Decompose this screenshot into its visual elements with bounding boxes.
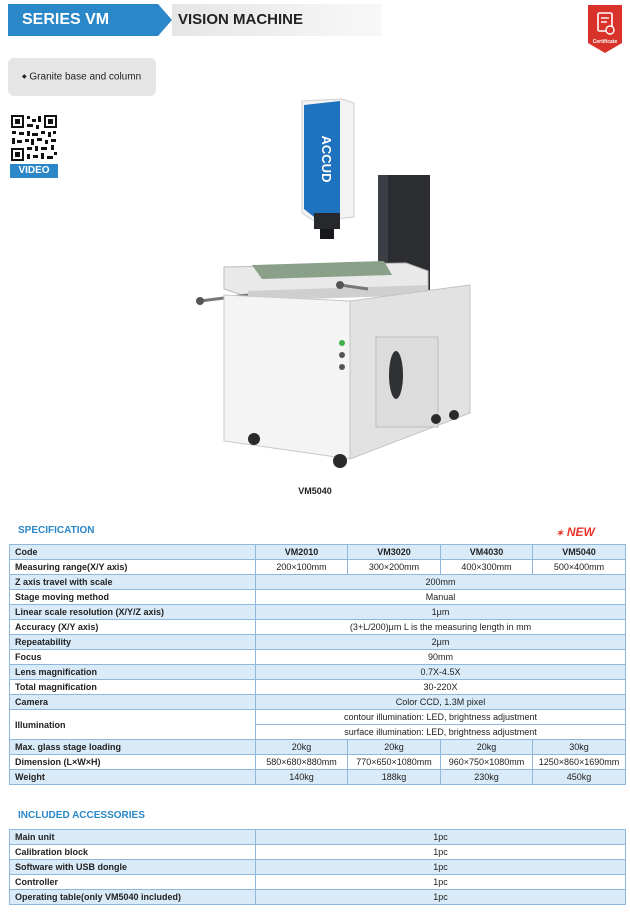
cell: 450kg [533,770,626,785]
table-row [10,665,626,680]
row-label: Accuracy (X/Y axis) [10,620,256,635]
row-label: Lens magnification [10,665,256,680]
cell: 1pc [256,830,626,845]
row-label: Main unit [10,830,256,845]
row-label: Operating table(only VM5040 included) [10,890,256,905]
cell: 960×750×1080mm [441,755,533,770]
machine-caption: VM5040 [298,486,332,496]
cell: 1250×860×1690mm [533,755,626,770]
header-cell: VM2010 [256,545,348,560]
cell: 770×650×1080mm [348,755,441,770]
accessories-title: INCLUDED ACCESSORIES [18,810,145,821]
table-row [10,650,626,665]
table-row [10,875,626,890]
row-label: Software with USB dongle [10,860,256,875]
cell: 500×400mm [533,560,626,575]
table-row [10,890,626,905]
table-row [10,680,626,695]
accessories-table [9,829,626,905]
row-label: Camera [10,695,256,710]
cell: 1pc [256,890,626,905]
row-label: Calibration block [10,845,256,860]
table-row [10,860,626,875]
header-cell: VM5040 [533,545,626,560]
row-label: Repeatability [10,635,256,650]
cell: 188kg [348,770,441,785]
cell: 90mm [256,650,626,665]
cell: 20kg [256,740,348,755]
table-row [10,575,626,590]
row-label: Controller [10,875,256,890]
cell: Manual [256,590,626,605]
table-row [10,620,626,635]
page-title: VISION MACHINE [172,4,382,36]
feature-text: Granite base and column [29,71,142,83]
header-cell: Code [10,545,256,560]
specification-title: SPECIFICATION [18,525,95,536]
new-label: NEW [566,525,595,539]
cell: 580×680×880mm [256,755,348,770]
cell: 300×200mm [348,560,441,575]
bullet-icon: ◆ [22,74,27,80]
table-row [10,560,626,575]
feature-item [8,58,156,96]
certificate-badge [586,5,624,53]
row-label: Max. glass stage loading [10,740,256,755]
cell: 2μm [256,635,626,650]
cell: 1pc [256,845,626,860]
cell: 230kg [441,770,533,785]
cell: 1pc [256,875,626,890]
star-icon: ✶ [556,528,564,538]
row-label: Z axis travel with scale [10,575,256,590]
certificate-icon [586,5,624,53]
series-banner: SERIES VM [8,4,158,36]
cell: 30kg [533,740,626,755]
vm5040-machine-image [190,95,480,475]
row-label: Weight [10,770,256,785]
certificate-label: Certificate [592,39,618,45]
cell: 30-220X [256,680,626,695]
header-cell: VM4030 [441,545,533,560]
machine-brand-text: ACCUD [319,135,334,183]
table-header-row [10,545,626,560]
qr-code[interactable] [10,114,58,162]
table-row [10,740,626,755]
table-row [10,590,626,605]
new-badge [556,525,595,539]
table-row [10,605,626,620]
table-row [10,845,626,860]
row-label: Focus [10,650,256,665]
cell: Color CCD, 1.3M pixel [256,695,626,710]
header-cell: VM3020 [348,545,441,560]
table-row [10,770,626,785]
cell: contour illumination: LED, brightness adjustment [256,710,626,725]
specification-table [9,544,626,785]
table-row [10,755,626,770]
row-label: Stage moving method [10,590,256,605]
row-label: Measuring range(X/Y axis) [10,560,256,575]
video-label[interactable]: VIDEO [10,164,58,178]
cell: 200×100mm [256,560,348,575]
table-row [10,635,626,650]
table-row [10,830,626,845]
cell: surface illumination: LED, brightness adjustment [256,725,626,740]
cell: 1μm [256,605,626,620]
row-label: Dimension (L×W×H) [10,755,256,770]
row-label: Illumination [10,710,256,740]
cell: 1pc [256,860,626,875]
cell: (3+L/200)μm L is the measuring length in mm [256,620,626,635]
cell: 200mm [256,575,626,590]
table-row [10,710,626,725]
cell: 400×300mm [441,560,533,575]
series-banner-arrow [158,4,172,36]
cell: 0.7X-4.5X [256,665,626,680]
cell: 20kg [441,740,533,755]
row-label: Linear scale resolution (X/Y/Z axis) [10,605,256,620]
cell: 140kg [256,770,348,785]
table-row [10,695,626,710]
row-label: Total magnification [10,680,256,695]
cell: 20kg [348,740,441,755]
